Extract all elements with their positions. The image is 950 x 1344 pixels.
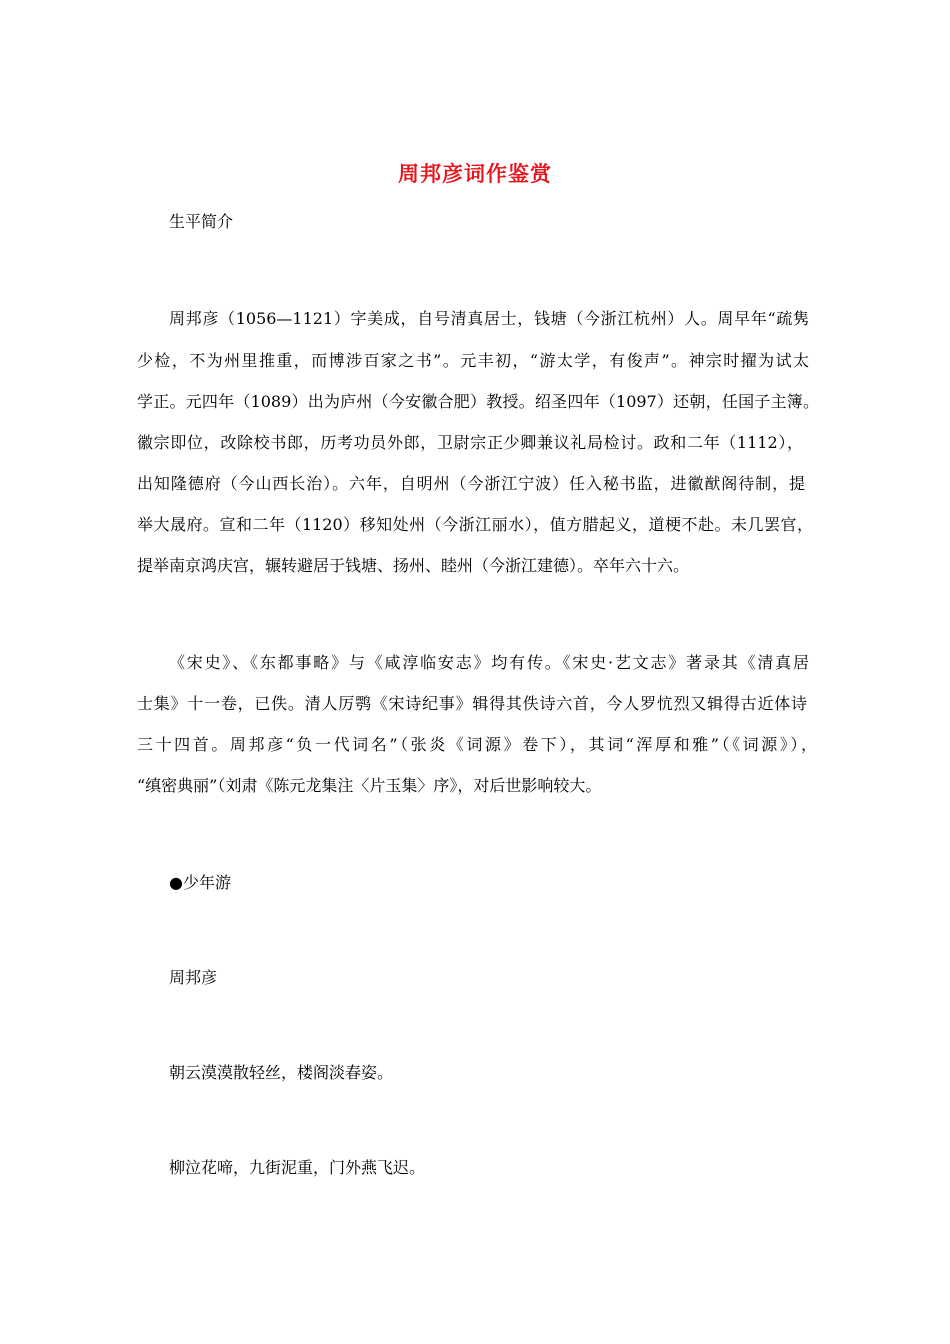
para1-line: 少检，不为州里推重，而博涉百家之书”。元丰初，“游太学，有俊声”。神宗时擢为试太 xyxy=(137,351,809,370)
page-title: 周邦彦词作鉴赏 xyxy=(398,161,552,186)
para1-line: 举大晟府。宣和二年（1120）移知处州（今浙江丽水），值方腊起义，道梗不赴。未几罢官， xyxy=(137,515,813,534)
para1-line: 周邦彦（1056—1121）字美成，自号清真居士，钱塘（今浙江杭州）人。周早年“疏隽 xyxy=(169,309,809,328)
para1-line: 徽宗即位，改除校书郎，历考功员外郎，卫尉宗正少卿兼议礼局检讨。政和二年（1112）， xyxy=(137,433,803,452)
poem-line: 柳泣花啼，九街泥重，门外燕飞迟。 xyxy=(169,1158,426,1177)
poem-title: ●少年游 xyxy=(169,873,231,892)
para2-line: 三十四首。周邦彦“负一代词名”（张炎《词源》卷下），其词“浑厚和雅”（《词源》）， xyxy=(137,735,817,754)
para2-line: 《宋史》、《东都事略》与《咸淳临安志》均有传。《宋史·艺文志》著录其《清真居 xyxy=(169,653,809,672)
poem-author: 周邦彦 xyxy=(169,968,218,987)
section-heading: 生平简介 xyxy=(169,212,234,231)
poem-line: 朝云漠漠散轻丝，楼阁淡春姿。 xyxy=(169,1063,394,1082)
para1-line: 学正。元四年（1089）出为庐州（今安徽合肥）教授。绍圣四年（1097）还朝，任国子主簿。 xyxy=(137,392,819,411)
para1-line: 提举南京鸿庆宫，辗转避居于钱塘、扬州、睦州（今浙江建德）。卒年六十六。 xyxy=(137,556,690,575)
para2-line: 士集》十一卷，已佚。清人厉鹗《宋诗纪事》辑得其佚诗六首，今人罗忼烈又辑得古近体诗 xyxy=(137,694,807,713)
para1-line: 出知隆德府（今山西长治）。六年，自明州（今浙江宁波）任入秘书监，进徽猷阁待制，提 xyxy=(137,474,805,493)
para2-line: “缜密典丽”（刘肃《陈元龙集注〈片玉集〉序》，对后世影响较大。 xyxy=(137,776,602,795)
